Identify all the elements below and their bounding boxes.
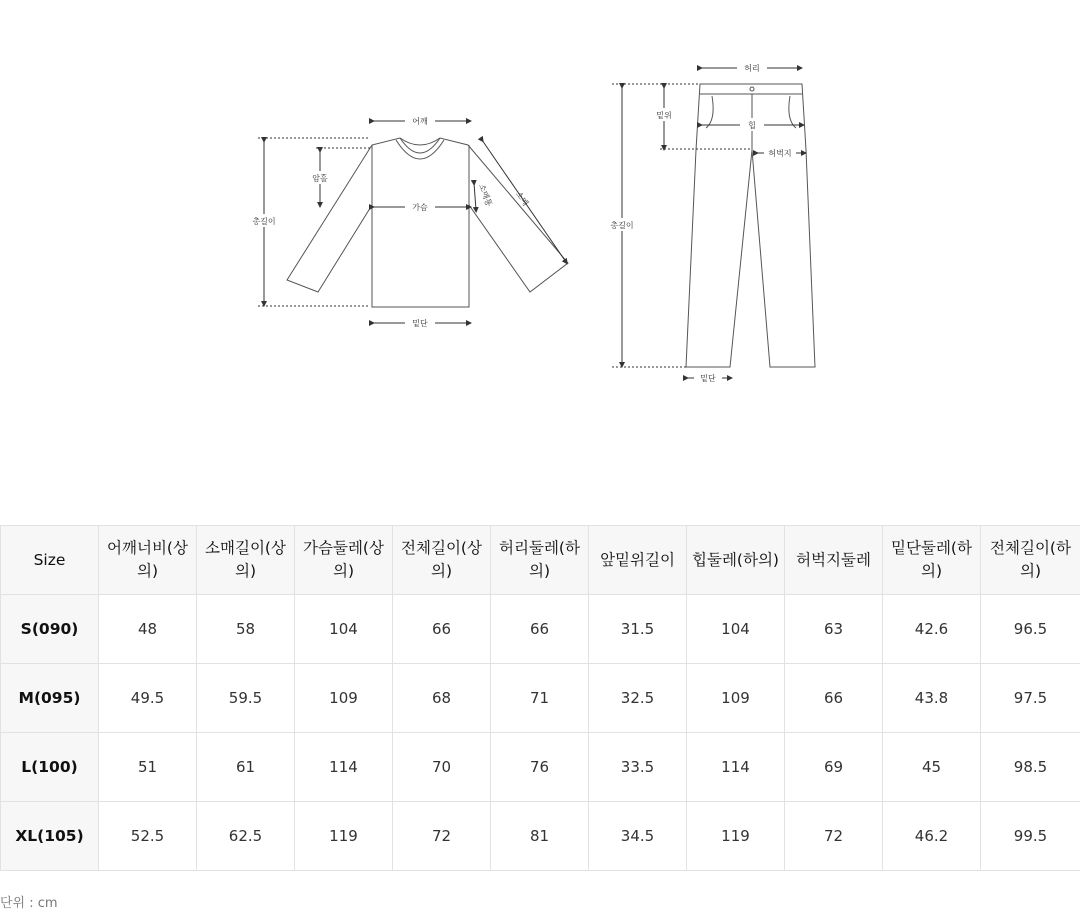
measurement-cell: 51 [99, 733, 197, 802]
label-bottom-total-length: 총길이 [610, 221, 634, 230]
measurement-cell: 97.5 [981, 664, 1080, 733]
bottom-dimension-lines [612, 68, 804, 378]
label-sleeve-width: 소매통 [477, 182, 494, 208]
table-header-cell: 가슴둘레(상의) [295, 526, 393, 595]
table-header-cell: 힙둘레(하의) [687, 526, 785, 595]
size-label-cell: XL(105) [1, 802, 99, 871]
label-top-total-length: 총길이 [252, 217, 276, 226]
measurement-cell: 66 [491, 595, 589, 664]
size-label-cell: L(100) [1, 733, 99, 802]
measurement-cell: 68 [393, 664, 491, 733]
table-row [1, 733, 1080, 802]
label-rise: 밑위 [656, 111, 672, 120]
measurement-cell: 48 [99, 595, 197, 664]
table-header-cell: 전체길이(하의) [981, 526, 1080, 595]
table-row [1, 595, 1080, 664]
table-header-cell: 허벅지둘레 [785, 526, 883, 595]
size-guide-diagram [0, 0, 1080, 400]
table-header-cell: 어깨너비(상의) [99, 526, 197, 595]
table-header-row [1, 526, 1080, 595]
measurement-cell: 62.5 [197, 802, 295, 871]
measurement-cell: 114 [295, 733, 393, 802]
label-hip: 힙 [748, 121, 756, 130]
measurement-cell: 63 [785, 595, 883, 664]
measurement-cell: 98.5 [981, 733, 1080, 802]
measurement-cell: 72 [785, 802, 883, 871]
measurement-cell: 43.8 [883, 664, 981, 733]
table-row [1, 664, 1080, 733]
size-chart-table [0, 525, 1080, 871]
measurement-cell: 46.2 [883, 802, 981, 871]
top-garment-illustration [287, 138, 568, 307]
table-header-cell: Size [1, 526, 99, 595]
label-top-hem: 밑단 [412, 319, 428, 328]
label-sleeve-length: 소매 [514, 189, 531, 208]
measurement-cell: 109 [687, 664, 785, 733]
measurement-cell: 70 [393, 733, 491, 802]
measurement-cell: 52.5 [99, 802, 197, 871]
measurement-cell: 31.5 [589, 595, 687, 664]
table-header-cell: 전체길이(상의) [393, 526, 491, 595]
unit-note: 단위 : cm [0, 896, 58, 911]
measurement-cell: 61 [197, 733, 295, 802]
label-thigh: 허벅지 [768, 149, 792, 158]
measurement-cell: 119 [687, 802, 785, 871]
measurement-cell: 34.5 [589, 802, 687, 871]
measurement-cell: 69 [785, 733, 883, 802]
measurement-cell: 99.5 [981, 802, 1080, 871]
measurement-cell: 58 [197, 595, 295, 664]
measurement-cell: 96.5 [981, 595, 1080, 664]
measurement-cell: 119 [295, 802, 393, 871]
measurement-cell: 59.5 [197, 664, 295, 733]
measurement-cell: 109 [295, 664, 393, 733]
label-bottom-hem: 밑단 [700, 374, 716, 383]
measurement-cell: 81 [491, 802, 589, 871]
size-label-cell: M(095) [1, 664, 99, 733]
measurement-cell: 42.6 [883, 595, 981, 664]
label-waist: 허리 [744, 64, 760, 73]
top-dimension-lines [258, 121, 566, 323]
size-label-cell: S(090) [1, 595, 99, 664]
table-header-cell: 앞밑위길이 [589, 526, 687, 595]
table-row [1, 802, 1080, 871]
table-header-cell: 밑단둘레(하의) [883, 526, 981, 595]
measurement-cell: 49.5 [99, 664, 197, 733]
measurement-cell: 72 [393, 802, 491, 871]
table-header-cell: 허리둘레(하의) [491, 526, 589, 595]
measurement-cell: 33.5 [589, 733, 687, 802]
label-shoulder: 어깨 [412, 117, 428, 126]
measurement-cell: 32.5 [589, 664, 687, 733]
measurement-cell: 66 [393, 595, 491, 664]
table-header-cell: 소매길이(상의) [197, 526, 295, 595]
measurement-cell: 104 [687, 595, 785, 664]
label-armhole: 암홀 [312, 174, 328, 183]
measurement-cell: 104 [295, 595, 393, 664]
measurement-cell: 71 [491, 664, 589, 733]
measurement-cell: 66 [785, 664, 883, 733]
measurement-cell: 76 [491, 733, 589, 802]
label-chest: 가슴 [412, 203, 428, 212]
measurement-cell: 45 [883, 733, 981, 802]
measurement-cell: 114 [687, 733, 785, 802]
